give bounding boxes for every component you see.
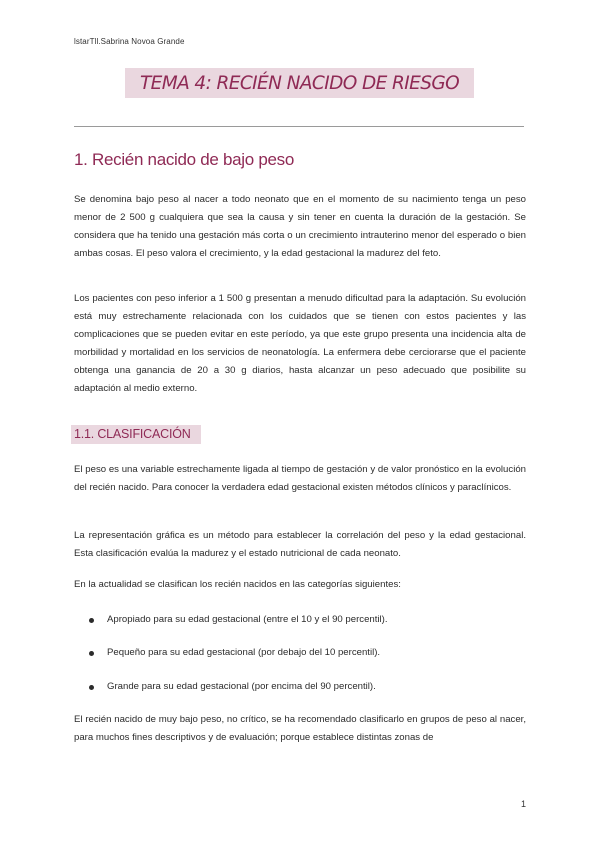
page-title: TEMA 4: RECIÉN NACIDO DE RIESGO bbox=[139, 73, 460, 94]
divider bbox=[74, 126, 524, 127]
paragraph: Los pacientes con peso inferior a 1 500 g presentan a menudo dificultad para la adaptación. Su evolución está muy estrechamente relacionada con los cuidados que se tienen con estos pacientes y las complicaciones que se pueden evitar en este período, ya que este grupo presenta una incidencia alta de morbilidad y mortalidad en los servicios de neonatología. La enfermera debe cerciorarse que el paciente obtenga una ganancia de 20 a 30 g diarios, hasta alcanzar un peso adecuado que posibilite su adaptación al medio externo. bbox=[74, 293, 526, 394]
paragraph: En la actualidad se clasifican los recién nacidos en las categorías siguientes: bbox=[74, 579, 401, 590]
page-number: 1 bbox=[521, 799, 527, 809]
paragraph: La representación gráfica es un método para establecer la correlación del peso y la edad gestacional. Esta clasificación evalúa la madurez y el estado nutricional de cada neonato. bbox=[74, 530, 526, 559]
list-item-text: Apropiado para su edad gestacional (entre el 10 y el 90 percentil). bbox=[107, 614, 388, 625]
author-name: lstarTll.Sabrina Novoa Grande bbox=[74, 37, 185, 46]
subsection-heading: 1.1. CLASIFICACIÓN bbox=[74, 427, 191, 441]
paragraph: Se denomina bajo peso al nacer a todo neonato que en el momento de su nacimiento tenga un peso menor de 2 500 g cualquiera que sea la causa y sin tener en cuenta la duración de la gestación. Se considera que ha tenido una gestación más corta o un crecimiento intrauterino menor del esperado o bien ambas cosas. El peso valora el crecimiento, y la edad gestacional la madurez del feto. bbox=[74, 194, 526, 259]
list-item-text: Grande para su edad gestacional (por encima del 90 percentil). bbox=[107, 681, 376, 692]
bullet-icon bbox=[89, 618, 94, 623]
paragraph: El peso es una variable estrechamente ligada al tiempo de gestación y de valor pronóstico en la evolución del recién nacido. Para conocer la verdadera edad gestacional existen métodos clínicos y paraclínicos. bbox=[74, 464, 526, 493]
bullet-icon bbox=[89, 685, 94, 690]
section-heading: 1. Recién nacido de bajo peso bbox=[74, 150, 295, 169]
bullet-icon bbox=[89, 651, 94, 656]
list-item-text: Pequeño para su edad gestacional (por debajo del 10 percentil). bbox=[107, 647, 381, 658]
paragraph: El recién nacido de muy bajo peso, no crítico, se ha recomendado clasificarlo en grupos de peso al nacer, para muchos fines descriptivos y de evaluación; porque establece distintas zonas de bbox=[74, 714, 526, 743]
